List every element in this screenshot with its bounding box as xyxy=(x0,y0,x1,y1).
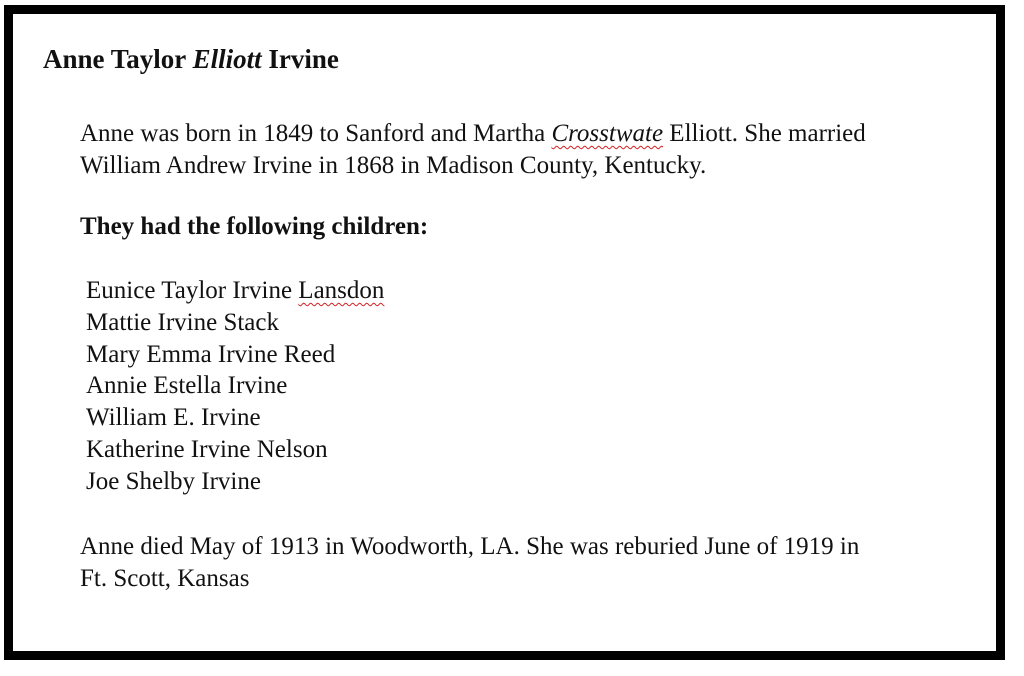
list-item xyxy=(86,275,384,307)
list-item xyxy=(86,370,384,402)
child-name: William E. Irvine xyxy=(86,404,261,432)
child-name: Eunice Taylor Irvine xyxy=(86,277,293,304)
intro-line2: William Andrew Irvine in 1868 in Madison County, Kentucky. xyxy=(80,152,707,179)
intro-paragraph xyxy=(80,118,866,182)
intro-maiden-name: Crosstwate xyxy=(551,120,664,147)
title-last: Irvine xyxy=(268,44,339,74)
child-name: Mary Emma Irvine Reed xyxy=(86,340,336,368)
child-name: Mattie Irvine Stack xyxy=(86,308,279,336)
child-name: Annie Estella Irvine xyxy=(86,372,288,400)
child-surname: Lansdon xyxy=(298,277,385,304)
list-item xyxy=(86,402,384,434)
children-list xyxy=(86,275,384,498)
child-name: Joe Shelby Irvine xyxy=(86,467,261,495)
intro-line1-before: Anne was born in 1849 to Sanford and Martha xyxy=(80,120,546,147)
page-title xyxy=(43,42,339,76)
list-item xyxy=(86,466,384,498)
list-item xyxy=(86,339,384,371)
list-item xyxy=(86,307,384,339)
document-frame xyxy=(4,5,1005,660)
death-paragraph xyxy=(80,531,859,595)
child-name: Katherine Irvine Nelson xyxy=(86,435,328,463)
death-line1: Anne died May of 1913 in Woodworth, LA. She was reburied June of 1919 in xyxy=(80,533,860,560)
title-maiden-name: Elliott xyxy=(192,44,262,74)
intro-line1-after: Elliott. She married xyxy=(669,120,866,147)
title-first: Anne Taylor xyxy=(43,44,186,74)
list-item xyxy=(86,434,384,466)
children-heading: They had the following children: xyxy=(80,213,429,240)
death-line2: Ft. Scott, Kansas xyxy=(80,565,250,592)
